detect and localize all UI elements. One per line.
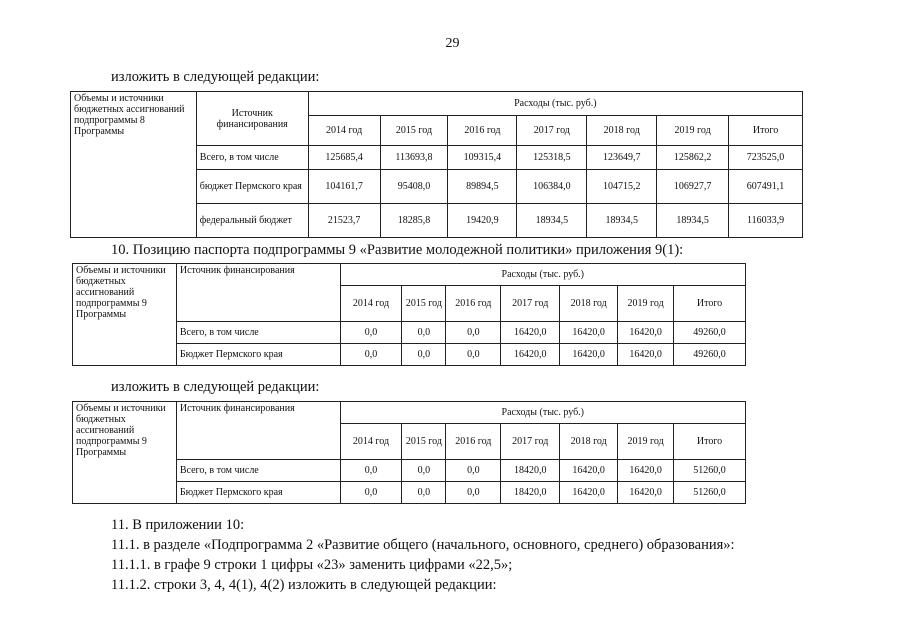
paragraph-11-1-2: 11.1.2. строки 3, 4, 4(1), 4(2) изложить в следующей редакции:: [111, 577, 497, 593]
year-header: 2014 год: [340, 286, 402, 322]
row-header-cell: Объемы и источники бюджетных ассигнований подпрограммы 8 Программы: [71, 92, 197, 238]
value-cell: 49260,0: [674, 322, 746, 344]
value-cell: 95408,0: [380, 170, 448, 204]
row-label: Всего, в том числе: [176, 460, 340, 482]
paragraph-11-1: 11.1. в разделе «Подпрограмма 2 «Развитие общего (начального, основного, среднего) образования»:: [111, 537, 735, 553]
row-label: бюджет Пермского края: [196, 170, 308, 204]
value-cell: 106384,0: [517, 170, 587, 204]
value-cell: 0,0: [402, 482, 446, 504]
value-cell: 16420,0: [560, 482, 618, 504]
value-cell: 125318,5: [517, 146, 587, 170]
value-cell: 723525,0: [729, 146, 803, 170]
total-header: Итого: [729, 116, 803, 146]
total-header: Итого: [674, 424, 746, 460]
value-cell: 49260,0: [674, 344, 746, 366]
value-cell: 125862,2: [657, 146, 729, 170]
value-cell: 0,0: [446, 344, 501, 366]
value-cell: 16420,0: [501, 322, 560, 344]
value-cell: 16420,0: [560, 344, 618, 366]
instruction-text-3: изложить в следующей редакции:: [111, 379, 320, 395]
row-header-cell: Объемы и источники бюджетных ассигнований подпрограммы 9 Программы: [73, 402, 177, 504]
page-number: 29: [445, 36, 460, 51]
row-header-cell: Объемы и источники бюджетных ассигнований подпрограммы 9 Программы: [73, 264, 177, 366]
value-cell: 16420,0: [560, 460, 618, 482]
row-label: Всего, в том числе: [176, 322, 340, 344]
value-cell: 21523,7: [308, 204, 380, 238]
value-cell: 18420,0: [501, 460, 560, 482]
year-header: 2018 год: [587, 116, 657, 146]
value-cell: 0,0: [340, 322, 402, 344]
year-header: 2015 год: [402, 424, 446, 460]
value-cell: 19420,9: [448, 204, 517, 238]
value-cell: 0,0: [402, 322, 446, 344]
expenses-header-cell: Расходы (тыс. руб.): [340, 264, 745, 286]
value-cell: 0,0: [402, 344, 446, 366]
value-cell: 104715,2: [587, 170, 657, 204]
year-header: 2017 год: [517, 116, 587, 146]
budget-table-subprogram-9-new: [72, 401, 746, 504]
value-cell: 109315,4: [448, 146, 517, 170]
value-cell: 16420,0: [501, 344, 560, 366]
row-label: федеральный бюджет: [196, 204, 308, 238]
value-cell: 0,0: [446, 322, 501, 344]
value-cell: 0,0: [446, 482, 501, 504]
value-cell: 18420,0: [501, 482, 560, 504]
value-cell: 51260,0: [674, 460, 746, 482]
year-header: 2019 год: [618, 424, 674, 460]
value-cell: 125685,4: [308, 146, 380, 170]
paragraph-11: 11. В приложении 10:: [111, 517, 245, 533]
value-cell: 607491,1: [729, 170, 803, 204]
year-header: 2015 год: [380, 116, 448, 146]
value-cell: 18934,5: [517, 204, 587, 238]
value-cell: 89894,5: [448, 170, 517, 204]
expenses-header-cell: Расходы (тыс. руб.): [340, 402, 745, 424]
value-cell: 123649,7: [587, 146, 657, 170]
value-cell: 116033,9: [729, 204, 803, 238]
value-cell: 18934,5: [587, 204, 657, 238]
source-header-cell: Источник финансирования: [176, 264, 340, 322]
budget-table-subprogram-9-old: [72, 263, 746, 366]
value-cell: 16420,0: [618, 460, 674, 482]
value-cell: 113693,8: [380, 146, 448, 170]
value-cell: 51260,0: [674, 482, 746, 504]
year-header: 2019 год: [657, 116, 729, 146]
row-label: Всего, в том числе: [196, 146, 308, 170]
value-cell: 0,0: [402, 460, 446, 482]
value-cell: 18285,8: [380, 204, 448, 238]
value-cell: 0,0: [340, 482, 402, 504]
year-header: 2014 год: [340, 424, 402, 460]
year-header: 2018 год: [560, 424, 618, 460]
year-header: 2017 год: [501, 424, 560, 460]
year-header: 2016 год: [446, 424, 501, 460]
row-label: Бюджет Пермского края: [176, 482, 340, 504]
row-label: Бюджет Пермского края: [176, 344, 340, 366]
instruction-text-1: изложить в следующей редакции:: [111, 69, 320, 85]
year-header: 2014 год: [308, 116, 380, 146]
value-cell: 0,0: [340, 344, 402, 366]
value-cell: 16420,0: [618, 322, 674, 344]
value-cell: 16420,0: [618, 482, 674, 504]
budget-table-subprogram-8: [70, 91, 803, 238]
year-header: 2018 год: [560, 286, 618, 322]
value-cell: 16420,0: [618, 344, 674, 366]
source-header-cell: Источник финансирования: [176, 402, 340, 460]
value-cell: 0,0: [446, 460, 501, 482]
value-cell: 16420,0: [560, 322, 618, 344]
value-cell: 0,0: [340, 460, 402, 482]
instruction-text-2: 10. Позицию паспорта подпрограммы 9 «Развитие молодежной политики» приложения 9(1):: [111, 242, 684, 258]
expenses-header-cell: Расходы (тыс. руб.): [308, 92, 802, 116]
year-header: 2016 год: [448, 116, 517, 146]
value-cell: 18934,5: [657, 204, 729, 238]
paragraph-11-1-1: 11.1.1. в графе 9 строки 1 цифры «23» заменить цифрами «22,5»;: [111, 557, 513, 573]
value-cell: 104161,7: [308, 170, 380, 204]
source-header-cell: Источник финансирования: [196, 92, 308, 146]
year-header: 2015 год: [402, 286, 446, 322]
year-header: 2017 год: [501, 286, 560, 322]
total-header: Итого: [674, 286, 746, 322]
year-header: 2016 год: [446, 286, 501, 322]
value-cell: 106927,7: [657, 170, 729, 204]
year-header: 2019 год: [618, 286, 674, 322]
